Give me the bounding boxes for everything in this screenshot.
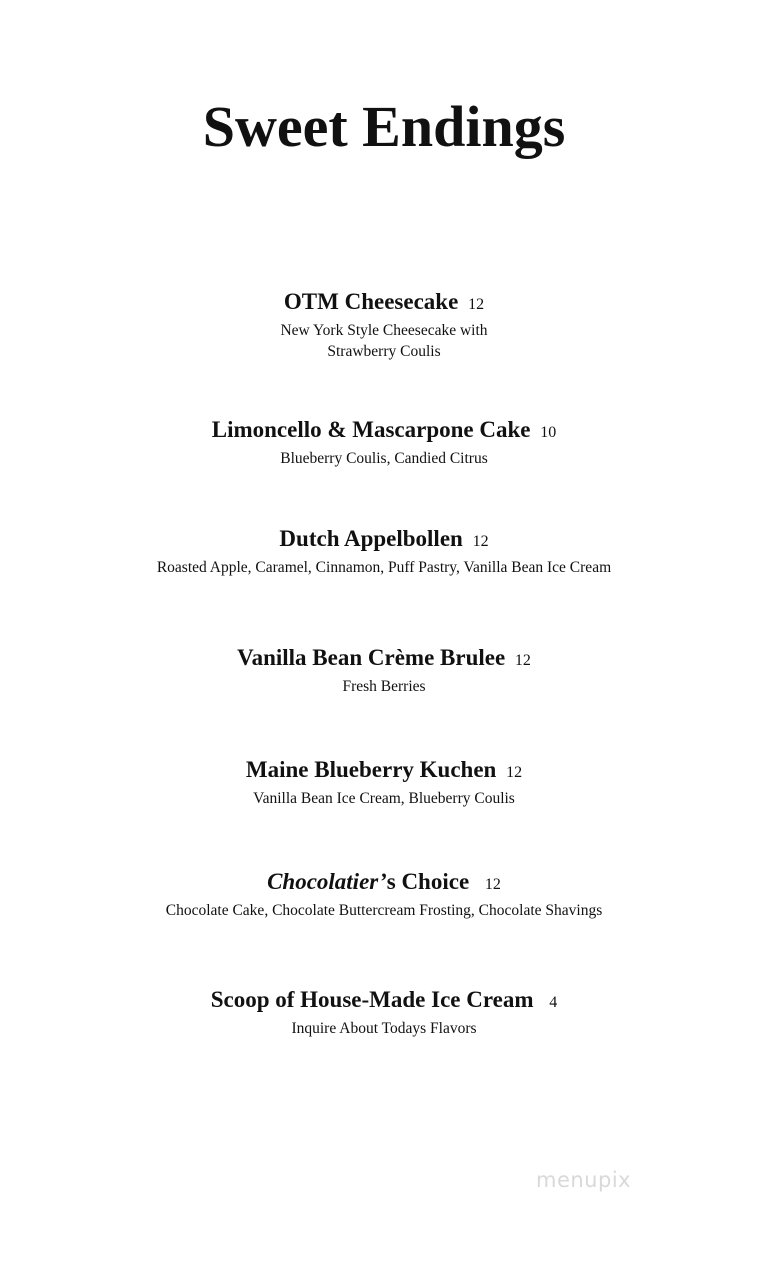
menu-item-price: 12 <box>484 876 501 893</box>
menu-item-heading <box>0 985 768 1018</box>
menu-item-price: 12 <box>514 652 531 669</box>
menu-item-dutch-appelbollen <box>0 524 768 578</box>
menu-item-price: 10 <box>540 424 557 441</box>
menu-item-description: Blueberry Coulis, Candied Citrus <box>280 450 488 467</box>
menu-item-blueberry-kuchen <box>0 755 768 809</box>
menu-item-chocolatiers-choice <box>0 867 768 921</box>
menu-item-name: Dutch Appelbollen <box>279 526 463 551</box>
menu-item-name: Limoncello & Mascarpone Cake <box>211 417 531 442</box>
menu-item-name: Vanilla Bean Crème Brulee <box>237 645 506 670</box>
menu-item-name: Maine Blueberry Kuchen <box>245 757 497 782</box>
menu-item-creme-brulee <box>0 643 768 697</box>
menu-item-name-rest: s Choice <box>386 869 470 894</box>
menu-item-price: 12 <box>472 533 489 550</box>
menu-item-heading <box>0 643 768 676</box>
menu-item-heading <box>0 524 768 557</box>
menu-item-heading <box>0 415 768 448</box>
menu-item-price: 4 <box>549 994 558 1011</box>
menu-item-description: Vanilla Bean Ice Cream, Blueberry Coulis <box>253 790 515 807</box>
menu-item-limoncello-cake <box>0 415 768 469</box>
menu-item-otm-cheesecake <box>0 287 768 362</box>
menu-item-price: 12 <box>506 764 523 781</box>
menu-item-name <box>267 869 469 894</box>
menupix-watermark: menupix <box>536 1168 632 1192</box>
menu-item-heading <box>0 755 768 788</box>
menu-item-name: OTM Cheesecake <box>283 289 459 314</box>
menu-item-name-italic: Chocolatier’ <box>267 869 387 894</box>
menu-title: Sweet Endings <box>202 94 566 159</box>
menu-item-ice-cream-scoop <box>0 985 768 1039</box>
menu-item-description: Fresh Berries <box>342 678 426 695</box>
menu-item-description: Inquire About Todays Flavors <box>291 1020 477 1037</box>
menu-item-description: Roasted Apple, Caramel, Cinnamon, Puff Pastry, Vanilla Bean Ice Cream <box>156 559 612 576</box>
menu-item-name: Scoop of House-Made Ice Cream <box>210 987 534 1012</box>
menu-item-heading <box>0 867 768 900</box>
menu-item-heading <box>0 287 768 320</box>
menu-item-description: Chocolate Cake, Chocolate Buttercream Frosting, Chocolate Shavings <box>165 902 603 919</box>
menu-item-description: New York Style Cheesecake with Strawberry Coulis <box>280 322 488 360</box>
menu-item-price: 12 <box>468 296 485 313</box>
